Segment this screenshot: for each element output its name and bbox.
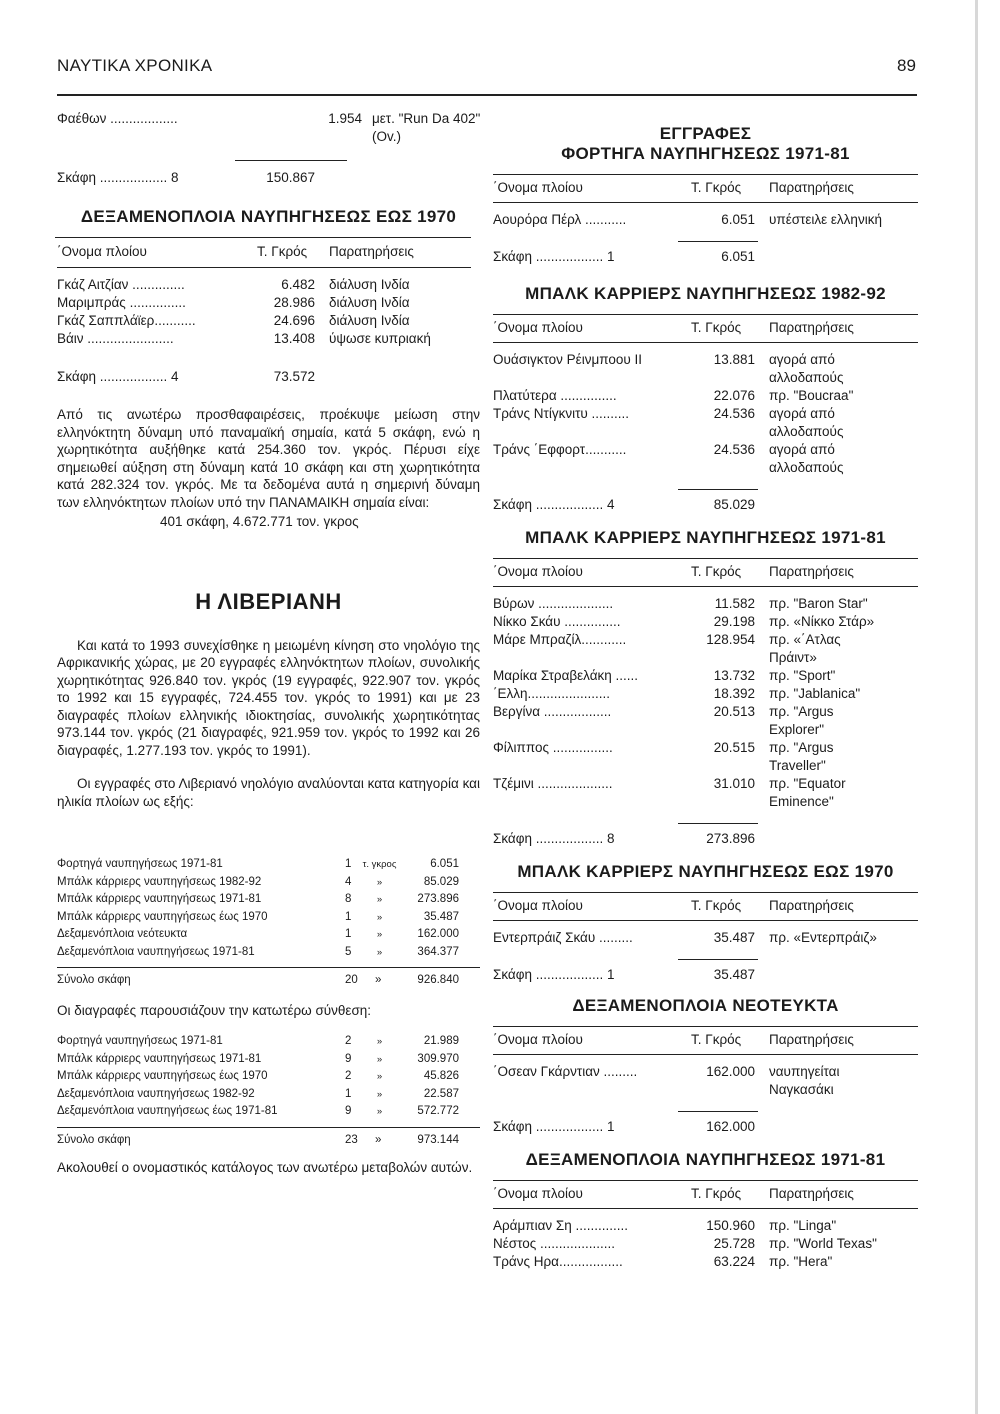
category-name: Δεξαμενόπλοια νεότευκτα <box>57 928 188 940</box>
rule <box>493 174 918 175</box>
panama-paragraph: Από τις ανωτέρω προσθαφαιρέσεις, προέκυψε μείωση στην ελληνόκτητη δύναμη υπό παναμαϊκή σημαία, κατά 5 σκάφη, ενώ η χωρητικότητα αυξήθηκε κατά 254.360 τον. γκρός. Πέρυσι είχε σημειωθεί αύξηση στη δύναμη κατά 10 σκάφη και στη χωρητικότητα κατά 282.324 τον. γκρός. Με τα δεδομένα αυτά η σημερινή δύναμη των ελληνόκτητων πλοίων υπό την ΠΑΝΑΜΑΙΚΗ σημαία είναι: <box>57 407 480 510</box>
table-row <box>57 1086 480 1104</box>
table-row <box>57 926 480 944</box>
ship-remark: πρ. "Equator <box>769 776 846 791</box>
spacer <box>493 587 918 595</box>
column-headers <box>493 1030 918 1050</box>
total-tonnage: 35.487 <box>713 967 755 982</box>
ship-row <box>493 631 918 667</box>
ship-row <box>57 276 480 294</box>
ship-tonnage: 24.696 <box>273 313 315 328</box>
total-label: Σκάφη .................. 4 <box>493 497 615 512</box>
total-label: Σκάφη .................. 8 <box>493 831 615 846</box>
unit: » <box>376 876 383 888</box>
ship-row <box>493 613 918 631</box>
ship-count: 1 <box>345 910 352 923</box>
rule <box>493 892 918 893</box>
ship-name: Τράνς Ντίγκνιτυ .......... <box>493 406 630 421</box>
ship-row <box>493 1217 918 1235</box>
tonnage-value: 6.051 <box>430 858 459 870</box>
liberia-title: Η ΛΙΒΕΡΙΑΝΗ <box>195 588 342 614</box>
tonnage-value: 309.970 <box>417 1052 459 1065</box>
ship-tonnage: 150.960 <box>706 1218 755 1233</box>
total-row: Σκάφη .................. 8 150.867 <box>57 170 315 185</box>
ship-name: Μαριμπράς ............... <box>57 295 186 310</box>
ship-count: 9 <box>345 1052 352 1065</box>
ship-row <box>493 405 918 441</box>
ship-count: 4 <box>345 875 352 888</box>
ship-tonnage: 29.198 <box>713 614 755 629</box>
total-label: Σκάφη .................. 1 <box>493 249 615 264</box>
table-row <box>57 1051 480 1069</box>
ship-count: 1 <box>345 858 352 870</box>
total-tonnage: 162.000 <box>706 1119 755 1134</box>
header-tonnage: Τ. Γκρός <box>691 1032 742 1047</box>
section-title: ΔΕΞΑΜΕΝΟΠΛΟΙΑ ΝΕΟΤΕΥΚΤΑ <box>572 996 839 1015</box>
panama-result: 401 σκάφη, 4.672.771 τον. γκρος <box>160 514 359 529</box>
ship-tonnage: 24.536 <box>713 442 755 457</box>
ship-name: Μαρίκα Στραβελάκη ...... <box>493 668 639 683</box>
category-name: Μπάλκ κάρριερς ναυπηγήσεως 1971-81 <box>57 1052 262 1065</box>
ship-remark-continued: Eminence" <box>769 794 834 809</box>
ship-name: Βάιν ....................... <box>57 331 174 346</box>
running-header: ΝΑΥΤΙΚΑ ΧΡΟΝΙΚΑ <box>57 56 213 75</box>
ship-name: Μάρε Μπραζίλ............ <box>493 632 627 647</box>
table-row <box>57 874 480 892</box>
header-tonnage: Τ. Γκρός <box>691 180 742 195</box>
unit: » <box>376 1088 383 1100</box>
header-remarks: Παρατηρήσεις <box>769 1186 854 1201</box>
ship-remark: διάλυση Ινδία <box>329 277 410 292</box>
column-headers <box>493 896 918 916</box>
tonnage-value: 364.377 <box>417 945 459 958</box>
ship-row: Φαέθων .................. 1.954 μετ. "Run Da 402" (Ov.) <box>57 111 481 144</box>
header-name: ΄Ονομα πλοίου <box>493 180 583 195</box>
section-title: ΜΠΑΛΚ ΚΑΡΡΙΕΡΣ ΝΑΥΠΗΓΗΣΕΩΣ 1982-92 <box>525 284 886 303</box>
header-name: ΄Ονομα πλοίου <box>493 898 583 913</box>
header-name: ΄Ονομα πλοίου <box>493 1186 583 1201</box>
unit: » <box>376 894 383 905</box>
ship-name: Νίκκο Σκάυ ............... <box>493 614 621 629</box>
ship-name: Βύρων .................... <box>493 596 614 611</box>
ship-name: Γκάζ Αιτζίαν .............. <box>57 277 185 292</box>
table-row <box>57 1033 480 1051</box>
table-row <box>57 856 480 874</box>
header-remarks: Παρατηρήσεις <box>769 320 854 335</box>
unit: » <box>376 1036 383 1047</box>
ship-name: ΄Ελλη...................... <box>493 686 611 701</box>
table-row <box>57 891 480 909</box>
ship-row <box>493 351 918 387</box>
ship-remark: πρ. «Νίκκο Στάρ» <box>769 614 875 629</box>
header-tonnage: Τ. Γκρός <box>691 1186 742 1201</box>
total-row: Σκάφη .................. 4 73.572 <box>57 369 315 384</box>
ship-count: 9 <box>345 1105 352 1117</box>
ship-name: Αουρόρα Πέρλ ........... <box>493 212 627 227</box>
ship-tonnage: 31.010 <box>713 776 755 791</box>
left-column <box>57 110 480 1177</box>
ship-name: Ουάσιγκτον Ρέινμποου ΙΙ <box>493 352 642 367</box>
rule <box>493 558 918 559</box>
header-remarks: Παρατηρήσεις <box>769 180 854 195</box>
total-rule <box>678 959 758 960</box>
total-tonnage: 273.896 <box>706 831 755 846</box>
ship-remark: πρ. "Sport" <box>769 668 836 683</box>
tonnage-value: 35.487 <box>423 910 459 923</box>
ship-name: Εντερπράιζ Σκάυ ......... <box>493 930 633 945</box>
ship-row <box>57 312 480 330</box>
header-tonnage: Τ. Γκρός <box>691 564 742 579</box>
ship-name: Τράνς Ηρα................. <box>493 1254 623 1269</box>
tonnage-value: 162.000 <box>417 928 459 940</box>
ship-remark: διάλυση Ινδία <box>329 313 410 328</box>
ship-name: ΄Οσεαν Γκάρντιαν ......... <box>493 1064 638 1079</box>
table-row <box>57 944 480 962</box>
tonnage-value: 273.896 <box>417 893 459 905</box>
rule <box>493 1180 918 1181</box>
header-name: ΄Ονομα πλοίου <box>493 1032 583 1047</box>
ship-name: Τζέμινι .................... <box>493 776 613 791</box>
ship-remark-continued: Ναγκασάκι <box>769 1082 834 1097</box>
ship-tonnage: 6.482 <box>281 277 315 292</box>
closing-paragraph: Ακολουθεί ο ονομαστικός κατάλογος των ανωτέρω μεταβολών αυτών. <box>57 1160 473 1175</box>
ship-row <box>493 441 918 477</box>
section-title: ΔΕΞΑΜΕΝΟΠΛΟΙΑ ΝΑΥΠΗΓΗΣΕΩΣ ΕΩΣ 1970 <box>80 207 457 226</box>
ship-row <box>493 595 918 613</box>
total-rule <box>678 241 758 242</box>
ship-remark-continued: Explorer" <box>769 722 825 737</box>
unit: » <box>376 1071 383 1082</box>
ship-remark: πρ. "Boucraa" <box>769 388 854 403</box>
table-row <box>57 1103 480 1121</box>
section-title: ΔΕΞΑΜΕΝΟΠΛΟΙΑ ΝΑΥΠΗΓΗΣΕΩΣ 1971-81 <box>525 1150 886 1169</box>
deletions-intro: Οι διαγραφές παρουσιάζουν την κατωτέρω σύνθεση: <box>57 1002 372 1018</box>
ship-row <box>493 739 918 775</box>
total-row <box>493 248 918 266</box>
total-tonnage: 6.051 <box>721 249 755 264</box>
ship-row <box>493 929 918 947</box>
category-name: Δεξαμενόπλοια ναυπηγήσεως 1982-92 <box>57 1087 255 1100</box>
rule <box>55 237 471 238</box>
category-name: Φορτηγά ναυπηγήσεως 1971-81 <box>57 858 223 870</box>
rule <box>57 1127 480 1128</box>
total-row <box>493 966 918 984</box>
ship-tonnage: 20.513 <box>713 704 755 719</box>
category-name: Δεξαμενόπλοια ναυπηγήσεως έως 1971-81 <box>57 1105 278 1117</box>
category-name: Μπάλκ κάρριερς ναυπηγήσεως έως 1970 <box>57 910 268 923</box>
ship-count: 1 <box>345 928 352 940</box>
tonnage-value: 572.772 <box>417 1105 459 1117</box>
ship-tonnage: 28.986 <box>273 295 315 310</box>
unit: τ. γκρος <box>362 859 397 870</box>
ship-row <box>493 387 918 405</box>
ship-remark: πρ. "Linga" <box>769 1218 837 1233</box>
spacer <box>493 343 918 351</box>
deletions-total: Σύνολο σκάφη 23 » 973.144 <box>57 1133 459 1146</box>
header-tonnage: Τ. Γκρός <box>691 898 742 913</box>
ship-count: 5 <box>345 945 352 958</box>
ship-remark: ναυπηγείται <box>769 1064 840 1079</box>
ship-remark: πρ. «΄Ατλας <box>769 632 841 647</box>
header-rule <box>57 94 917 96</box>
total-row <box>493 1118 918 1136</box>
category-name: Μπάλκ κάρριερς ναυπηγήσεως έως 1970 <box>57 1070 268 1082</box>
ship-count: 1 <box>345 1087 352 1100</box>
ship-row <box>57 330 480 348</box>
ship-remark: πρ. "Baron Star" <box>769 596 868 611</box>
ship-row <box>57 294 480 312</box>
ship-remark: υπέστειλε ελληνική <box>769 212 882 227</box>
ship-remark: αγορά από <box>769 442 835 457</box>
ship-tonnage: 22.076 <box>713 388 755 403</box>
category-name: Φορτηγά ναυπηγήσεως 1971-81 <box>57 1035 223 1047</box>
ship-name: Νέστος .................... <box>493 1236 616 1251</box>
liberia-paragraph: Και κατά το 1993 συνεχίσθηκε η μειωμένη κίνηση στο νηολόγιο της Αφρικανικής χώρας, με 20 εγγραφές ελληνόκτητων πλοίων, συνολικής χωρητικότητας 926.840 τον. γκρός (19 εγγραφές, 922.907 τον. γκρός το 1992 και 15 εγγραφές, 724.455 τον. γκρός το 1991) και με 23 διαγραφές πλοίων ελληνικής ιδιοκτησίας, συνολικής χωρητικότητας 973.144 τον. γκρός (21 διαγραφές, 921.959 τον. γκρός το 1992 και 26 διαγραφές, 1.277.193 τον. γκρός το 1991). <box>57 637 480 758</box>
ship-tonnage: 13.408 <box>273 331 315 346</box>
ship-remark: πρ. "World Texas" <box>769 1236 877 1251</box>
tonnage-value: 21.989 <box>423 1035 459 1047</box>
ship-row <box>493 1235 918 1253</box>
column-headers <box>493 562 918 582</box>
total-row <box>493 830 918 848</box>
right-column <box>493 110 918 1271</box>
ship-remark: διάλυση Ινδία <box>329 295 410 310</box>
tonnage-value: 85.029 <box>423 875 459 888</box>
ship-count: 8 <box>345 893 352 905</box>
total-row <box>493 496 918 514</box>
ship-row <box>493 703 918 739</box>
spacer <box>493 1209 918 1217</box>
ship-tonnage: 24.536 <box>713 406 755 421</box>
header-remarks: Παρατηρήσεις <box>769 564 854 579</box>
ship-remark: αγορά από <box>769 406 835 421</box>
liberia-paragraph-2: Οι εγγραφές στο Λιβεριανό νηολόγιο αναλύονται κατα κατηγορία και ηλικία πλοίων ως εξής: <box>57 776 480 809</box>
ship-tonnage: 128.954 <box>706 632 755 647</box>
total-rule <box>235 160 347 161</box>
registrations-total: Σύνολο σκάφη 20 » 926.840 <box>57 974 459 986</box>
table-row <box>57 1068 480 1086</box>
category-name: Μπάλκ κάρριερς ναυπηγήσεως 1971-81 <box>57 893 262 905</box>
ship-remark: αγορά από <box>769 352 835 367</box>
unit: » <box>376 1106 383 1117</box>
ship-tonnage: 63.224 <box>713 1254 755 1269</box>
column-headers <box>493 318 918 338</box>
ship-remark: πρ. «Εντερπράιζ» <box>769 930 877 945</box>
ship-row <box>493 667 918 685</box>
spacer <box>493 921 918 929</box>
ship-row <box>493 211 918 229</box>
total-rule <box>678 823 758 824</box>
ship-row <box>493 1063 918 1099</box>
spacer <box>493 1055 918 1063</box>
header-name: ΄Ονομα πλοίου <box>493 564 583 579</box>
category-name: Δεξαμενόπλοια ναυπηγήσεως 1971-81 <box>57 945 255 958</box>
ship-remark: πρ. "Argus <box>769 740 834 755</box>
unit: » <box>376 911 383 923</box>
column-headers: ΄Ονομα πλοίου Τ. Γκρός Παρατηρήσεις <box>57 244 414 259</box>
ship-remark-continued: Πράιντ» <box>769 650 817 665</box>
section-title: ΕΓΓΡΑΦΕΣ <box>659 124 752 143</box>
unit: » <box>376 929 383 940</box>
ship-tonnage: 162.000 <box>706 1064 755 1079</box>
ship-name: Γκάζ Σαππλάϊερ........... <box>57 313 196 328</box>
column-headers <box>493 178 918 198</box>
rule <box>493 314 918 315</box>
ship-tonnage: 20.515 <box>713 740 755 755</box>
ship-tonnage: 35.487 <box>713 930 755 945</box>
ship-remark-continued: αλλοδαπούς <box>769 370 844 385</box>
ship-name: Τράνς ΄Εφφορτ........... <box>493 442 627 457</box>
ship-tonnage: 11.582 <box>714 596 755 611</box>
ship-tonnage: 25.728 <box>713 1236 755 1251</box>
total-label: Σκάφη .................. 1 <box>493 1119 615 1134</box>
unit: » <box>376 1053 383 1065</box>
spacer <box>493 203 918 211</box>
total-tonnage: 85.029 <box>713 497 755 512</box>
category-name: Μπάλκ κάρριερς ναυπηγήσεως 1982-92 <box>57 875 262 888</box>
ship-row <box>493 1253 918 1271</box>
page-number: 89 <box>897 56 916 75</box>
page-edge <box>975 0 978 1414</box>
ship-remark: πρ. "Hera" <box>769 1254 833 1269</box>
ship-remark-continued: αλλοδαπούς <box>769 424 844 439</box>
ship-count: 2 <box>345 1035 352 1047</box>
ship-remark: πρ. "Argus <box>769 704 834 719</box>
ship-remark: πρ. "Jablanica" <box>769 686 861 701</box>
ship-remark-continued: Traveller" <box>769 758 826 773</box>
ship-name: Φίλιππος ................ <box>493 740 613 755</box>
rule <box>493 1026 918 1027</box>
ship-count: 2 <box>345 1070 352 1082</box>
ship-name: Βεργίνα .................. <box>493 704 612 719</box>
header-remarks: Παρατηρήσεις <box>769 1032 854 1047</box>
tonnage-value: 22.587 <box>423 1087 459 1100</box>
section-title: ΜΠΑΛΚ ΚΑΡΡΙΕΡΣ ΝΑΥΠΗΓΗΣΕΩΣ 1971-81 <box>525 528 886 547</box>
table-row <box>57 909 480 927</box>
section-title: ΜΠΑΛΚ ΚΑΡΡΙΕΡΣ ΝΑΥΠΗΓΗΣΕΩΣ ΕΩΣ 1970 <box>517 862 894 881</box>
section-subtitle: ΦΟΡΤΗΓΑ ΝΑΥΠΗΓΗΣΕΩΣ 1971-81 <box>561 144 850 163</box>
unit: » <box>376 946 383 958</box>
ship-row <box>493 685 918 703</box>
ship-tonnage: 6.051 <box>721 212 755 227</box>
ship-tonnage: 13.732 <box>713 668 755 683</box>
ship-remark: ύψωσε κυπριακή <box>329 331 431 346</box>
total-label: Σκάφη .................. 1 <box>493 967 615 982</box>
column-headers <box>493 1184 918 1204</box>
tonnage-value: 45.826 <box>423 1070 459 1082</box>
rule <box>57 967 480 968</box>
ship-tonnage: 13.881 <box>713 352 755 367</box>
ship-remark-continued: αλλοδαπούς <box>769 460 844 475</box>
total-rule <box>678 489 758 490</box>
ship-tonnage: 18.392 <box>713 686 755 701</box>
ship-name: Αράμπιαν Ση .............. <box>493 1218 628 1233</box>
header-tonnage: Τ. Γκρός <box>691 320 742 335</box>
ship-name: Πλατύτερα ............... <box>493 388 617 403</box>
ship-row <box>493 775 918 811</box>
header-remarks: Παρατηρήσεις <box>769 898 854 913</box>
header-name: ΄Ονομα πλοίου <box>493 320 583 335</box>
total-rule <box>678 1111 758 1112</box>
